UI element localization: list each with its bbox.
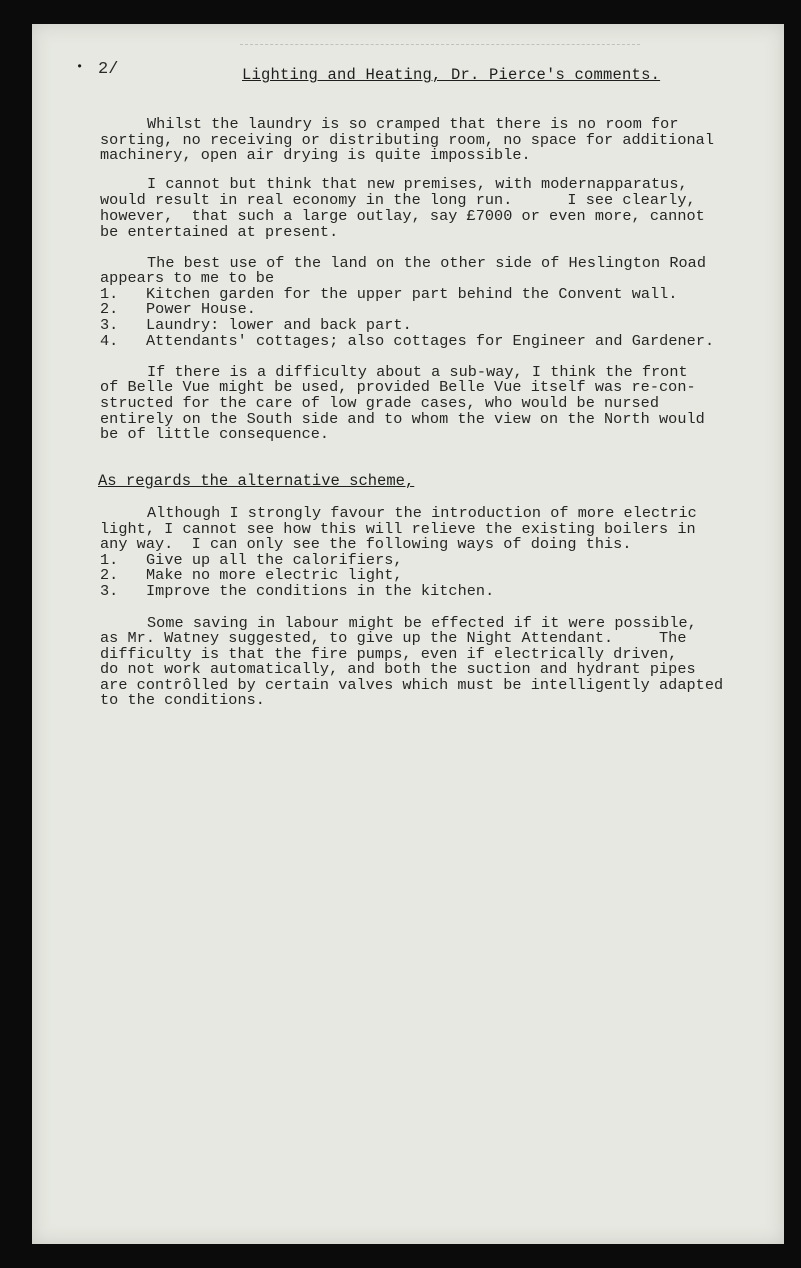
paragraph-line: Whilst the laundry is so cramped that there is no room for (147, 115, 679, 133)
list-text: Make no more electric light, (146, 566, 403, 584)
list-number: 4. (100, 332, 119, 350)
paragraph-line: I cannot but think that new premises, with modernapparatus, (147, 175, 688, 193)
paragraph-line: any way. I can only see the following ways of doing this. (100, 535, 632, 553)
paragraph-line: structed for the care of low grade cases, who would be nursed (100, 394, 660, 412)
list-item (100, 333, 714, 349)
list-number: 2. (100, 300, 119, 318)
list-number: 1. (100, 551, 119, 569)
list-text: Improve the conditions in the kitchen. (146, 582, 495, 600)
paragraph-line: of Belle Vue might be used, provided Belle Vue itself was re-con- (100, 378, 696, 396)
list-text: Attendants' cottages; also cottages for Engineer and Gardener. (146, 332, 715, 350)
paragraph-line: to the conditions. (100, 691, 265, 709)
paragraph-line: be entertained at present. (100, 223, 339, 241)
paragraph-line: be of little consequence. (100, 425, 330, 443)
list-text: Kitchen garden for the upper part behind the Convent wall. (146, 285, 678, 303)
top-rule (240, 44, 640, 46)
list-item (100, 301, 256, 317)
paragraph-line: entirely on the South side and to whom the view on the North would (100, 410, 705, 428)
paragraph-line: are contrôlled by certain valves which must be intelligently adapted (100, 676, 724, 694)
list-number: 3. (100, 582, 119, 600)
paragraph-line: would result in real economy in the long run. I see clearly, (100, 191, 696, 209)
section-heading: As regards the alternative scheme, (98, 472, 415, 490)
paragraph-line: appears to me to be (100, 269, 275, 287)
paragraph-line: however, that such a large outlay, say £7000 or even more, cannot (100, 207, 705, 225)
margin-mark: • (76, 60, 84, 74)
paragraph-line: sorting, no receiving or distributing room, no space for additional (100, 131, 714, 149)
list-text: Laundry: lower and back part. (146, 316, 412, 334)
paragraph-line: light, I cannot see how this will relieve the existing boilers in (100, 520, 696, 538)
document-title: Lighting and Heating, Dr. Pierce's comments. (242, 66, 661, 84)
paragraph-line: Some saving in labour might be effected if it were possible, (147, 614, 697, 632)
list-text: Give up all the calorifiers, (146, 551, 403, 569)
paragraph-line: If there is a difficulty about a sub-way, I think the front (147, 363, 688, 381)
paragraph-line: The best use of the land on the other side of Heslington Road (147, 254, 707, 272)
paragraph-line: do not work automatically, and both the suction and hydrant pipes (100, 660, 696, 678)
list-item (100, 567, 403, 583)
paragraph-line: Although I strongly favour the introduction of more electric (147, 504, 697, 522)
list-number: 3. (100, 316, 119, 334)
paragraph-line: difficulty is that the fire pumps, even if electrically driven, (100, 645, 678, 663)
list-number: 2. (100, 566, 119, 584)
list-item (100, 583, 494, 599)
paragraph-line: machinery, open air drying is quite impossible. (100, 146, 531, 164)
page-number: 2/ (98, 60, 119, 79)
list-number: 1. (100, 285, 119, 303)
list-item (100, 317, 412, 333)
paragraph-line: as Mr. Watney suggested, to give up the Night Attendant. The (100, 629, 687, 647)
list-text: Power House. (146, 300, 256, 318)
